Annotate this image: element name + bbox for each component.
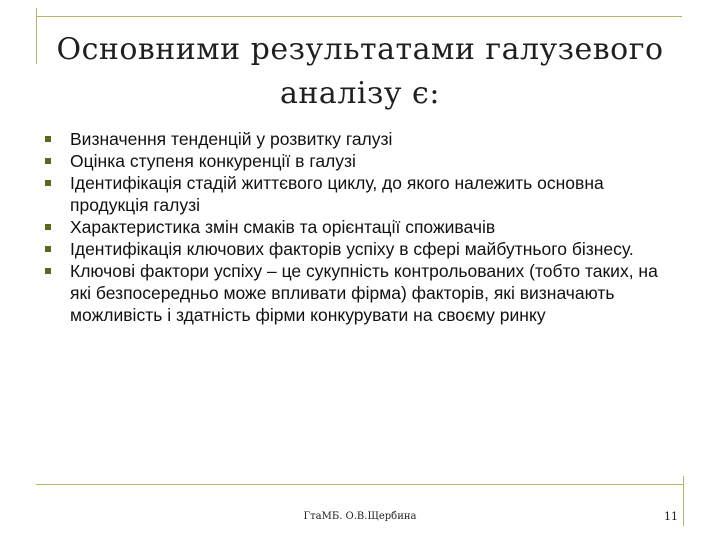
bullet-item — [44, 260, 676, 326]
square-bullet-icon — [45, 180, 51, 186]
bullet-text: Оцінка ступеня конкуренції в галузі — [70, 151, 356, 171]
bullet-list — [44, 128, 676, 326]
footer-author: ГтаМБ. О.В.Щербина — [303, 511, 417, 522]
bullet-item — [44, 172, 676, 216]
top-left-decorative-rule — [36, 8, 37, 64]
bottom-right-decorative-rule — [683, 476, 684, 526]
square-bullet-icon — [45, 246, 51, 252]
square-bullet-icon — [45, 224, 51, 230]
bullet-text: Ідентифікація стадій життєвого циклу, до якого належить основна продукція галузі — [70, 173, 604, 215]
slide-title: Основними результатами галузевого аналізу є: — [56, 32, 664, 111]
bullet-item — [44, 216, 676, 238]
bullet-text: Визначення тенденцій у розвитку галузі — [70, 129, 393, 149]
square-bullet-icon — [45, 268, 51, 274]
bullet-text: Ключові фактори успіху – це сукупність контрольованих (тобто таких, на які безпосередньо може впливати фірма) факторів, які визначають можливість і здатність фірми конкурувати на своєму ринку — [70, 261, 658, 325]
bullet-item — [44, 150, 676, 172]
page-number: 11 — [664, 510, 678, 523]
square-bullet-icon — [45, 158, 51, 164]
top-decorative-rule — [36, 16, 682, 17]
bullet-item — [44, 238, 676, 260]
bottom-decorative-rule — [36, 484, 684, 485]
bullet-text: Характеристика змін смаків та орієнтації споживачів — [70, 217, 496, 237]
bullet-text: Ідентифікація ключових факторів успіху в сфері майбутнього бізнесу. — [70, 239, 634, 259]
square-bullet-icon — [45, 136, 51, 142]
bullet-item — [44, 128, 676, 150]
